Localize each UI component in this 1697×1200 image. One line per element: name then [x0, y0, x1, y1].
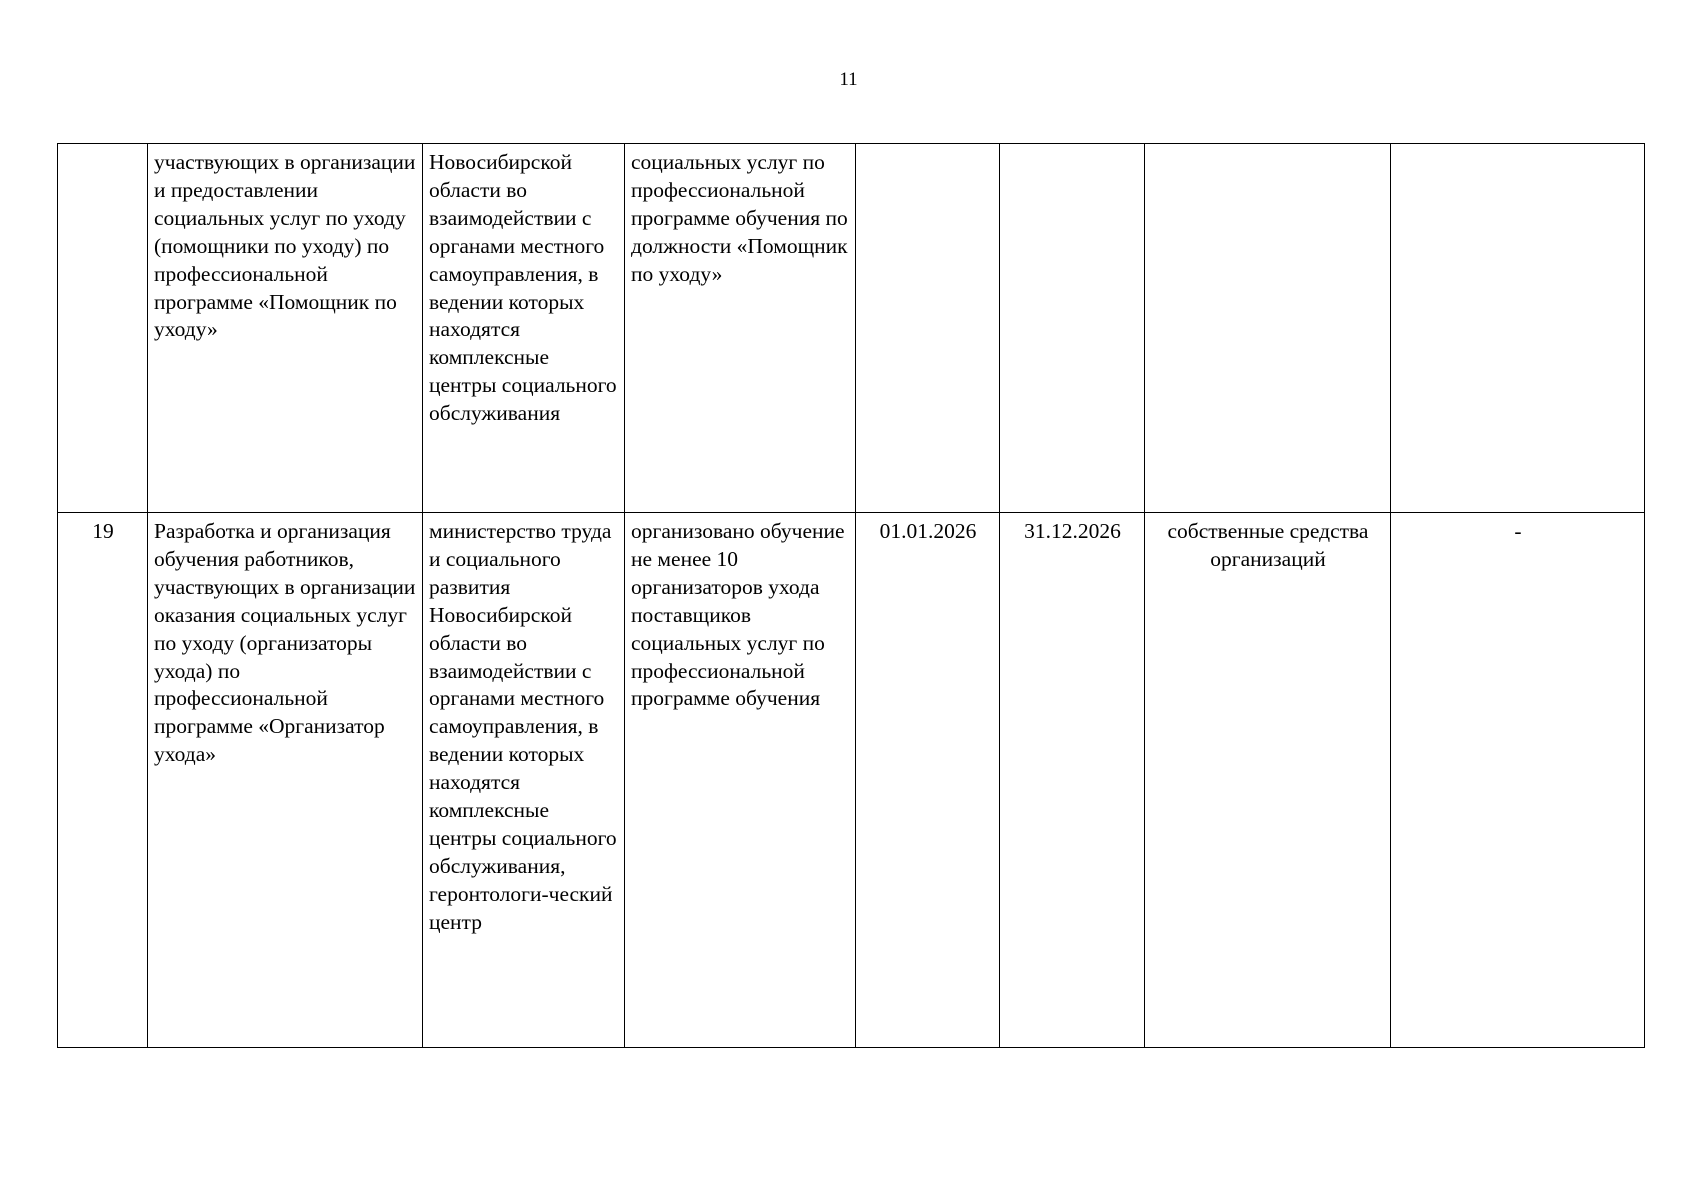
end-date-cell — [1000, 144, 1145, 513]
funding-source-cell — [1145, 144, 1391, 513]
table-row — [58, 513, 1645, 1048]
plan-table — [57, 143, 1645, 1048]
event-cell: Разработка и организация обучения работников, участвующих в организации оказания социальных услуг по уходу (организаторы ухода) по профессиональной программе «Организатор ухода» — [148, 513, 423, 1048]
row-number-cell: 19 — [58, 513, 148, 1048]
event-cell: участвующих в организации и предоставлении социальных услуг по уходу (помощники по уходу) по профессиональной программе «Помощник по уходу» — [148, 144, 423, 513]
note-cell: - — [1391, 513, 1645, 1048]
start-date-cell — [856, 144, 1000, 513]
page-number: 11 — [839, 69, 858, 90]
executor-cell: министерство труда и социального развития Новосибирской области во взаимодействии с органами местного самоуправления, в ведении которых находятся комплексные центры социального обслуживания, геронтологи-ческий центр — [423, 513, 625, 1048]
row-number-cell — [58, 144, 148, 513]
result-cell: социальных услуг по профессиональной программе обучения по должности «Помощник по уходу» — [625, 144, 856, 513]
start-date-cell: 01.01.2026 — [856, 513, 1000, 1048]
executor-cell: Новосибирской области во взаимодействии с органами местного самоуправления, в ведении которых находятся комплексные центры социального обслуживания — [423, 144, 625, 513]
end-date-cell: 31.12.2026 — [1000, 513, 1145, 1048]
table-row — [58, 144, 1645, 513]
result-cell: организовано обучение не менее 10 организаторов ухода поставщиков социальных услуг по профессиональной программе обучения — [625, 513, 856, 1048]
note-cell — [1391, 144, 1645, 513]
funding-source-cell: собственные средства организаций — [1145, 513, 1391, 1048]
